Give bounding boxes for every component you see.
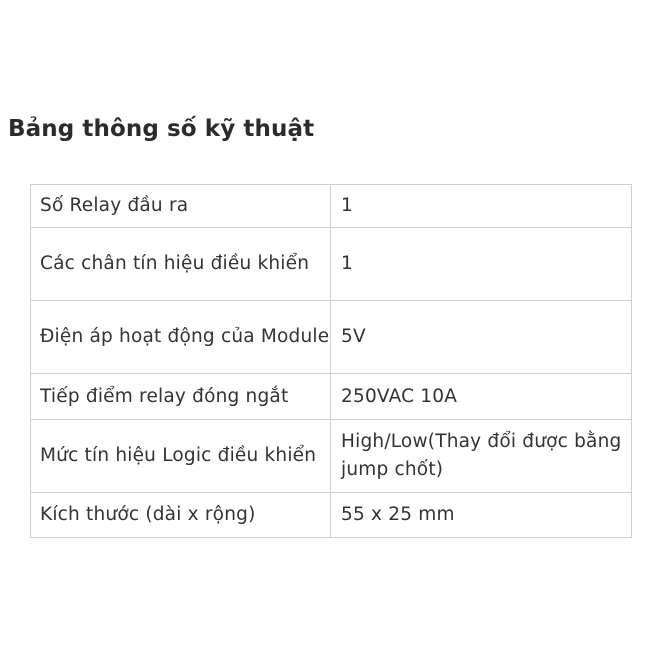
row-label: Kích thước (dài x rộng) xyxy=(31,493,331,538)
row-label: Tiếp điểm relay đóng ngắt xyxy=(31,374,331,420)
row-value: 5V xyxy=(331,301,632,374)
row-value: 250VAC 10A xyxy=(331,374,632,420)
row-value: 1 xyxy=(331,185,632,228)
table-row xyxy=(31,420,632,493)
row-label: Số Relay đầu ra xyxy=(31,185,331,228)
table-row xyxy=(31,185,632,228)
table-row xyxy=(31,301,632,374)
row-value: High/Low(Thay đổi được bằng jump chốt) xyxy=(331,420,632,493)
page-title: Bảng thông số kỹ thuật xyxy=(8,116,315,142)
row-label: Mức tín hiệu Logic điều khiển xyxy=(31,420,331,493)
row-value: 55 x 25 mm xyxy=(331,493,632,538)
spec-table xyxy=(30,184,632,538)
row-value: 1 xyxy=(331,228,632,301)
table-row xyxy=(31,493,632,538)
row-label: Các chân tín hiệu điều khiển xyxy=(31,228,331,301)
row-label: Điện áp hoạt động của Module xyxy=(31,301,331,374)
table-row xyxy=(31,374,632,420)
table-row xyxy=(31,228,632,301)
